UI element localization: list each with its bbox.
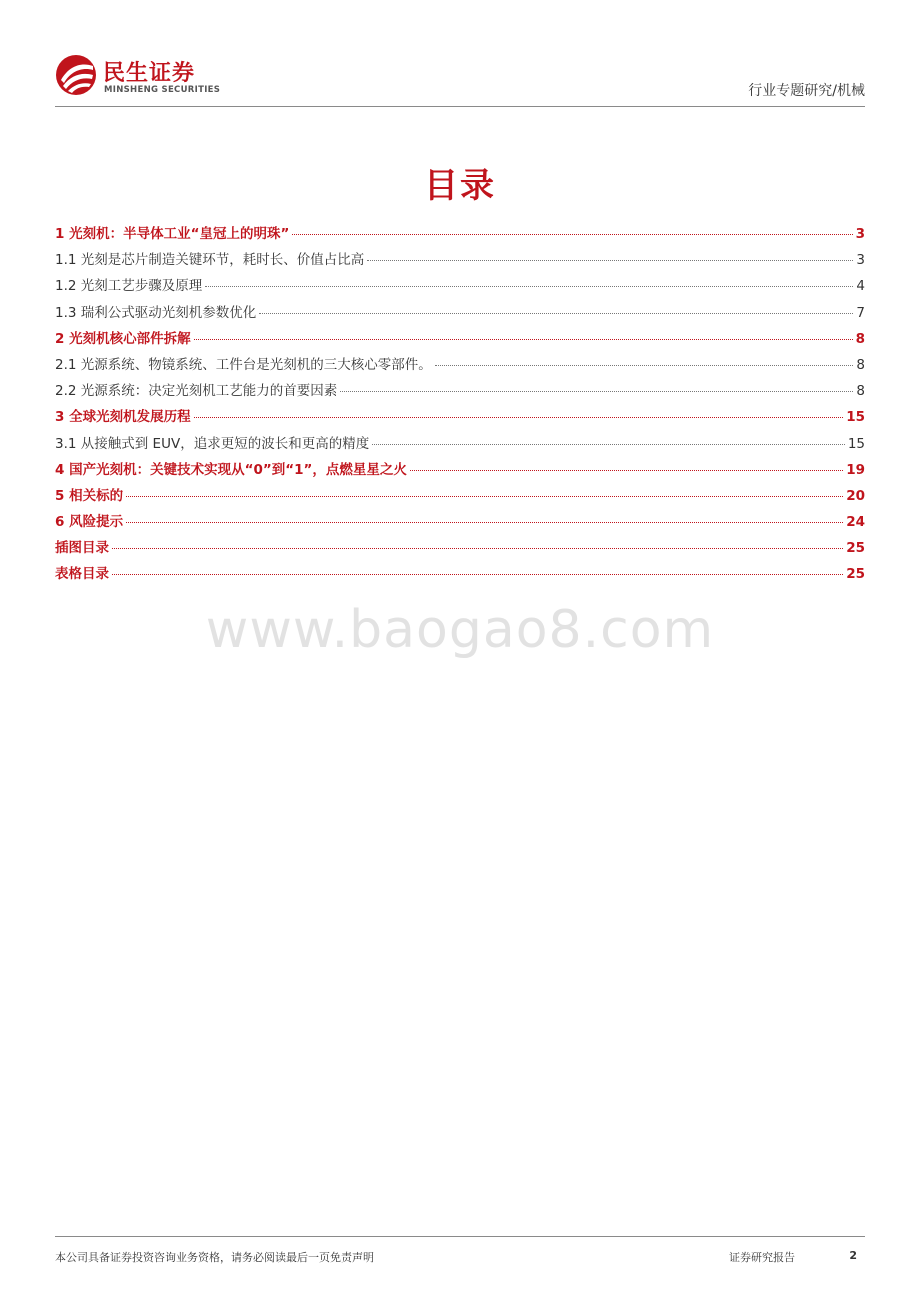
toc-entry-page: 25	[846, 566, 865, 583]
toc-entry-label: 1.3 瑞利公式驱动光刻机参数优化	[55, 304, 257, 321]
toc-entry-label: 1.1 光刻是芯片制造关键环节，耗时长、价值占比高	[55, 252, 365, 269]
logo-chinese-name: 民生证券	[103, 61, 196, 86]
toc-entry[interactable]	[55, 432, 865, 458]
page-number: 2	[849, 1249, 857, 1262]
watermark: www.baogao8.com	[205, 600, 715, 660]
toc-entry-page: 20	[846, 487, 865, 504]
toc-entry[interactable]	[55, 562, 865, 588]
toc-entry-page: 15	[847, 435, 865, 452]
toc-dot-leader	[292, 234, 852, 235]
footer-disclaimer: 本公司具备证券投资咨询业务资格，请务必阅读最后一页免责声明	[55, 1251, 374, 1264]
toc-entry[interactable]	[55, 484, 865, 510]
toc-entry-label: 2.1 光源系统、物镜系统、工件台是光刻机的三大核心零部件。	[55, 356, 432, 373]
toc-entry-page: 3	[856, 252, 865, 269]
toc-entry[interactable]	[55, 222, 865, 248]
toc-dot-leader	[194, 339, 853, 340]
footer-report-type: 证券研究报告	[729, 1251, 795, 1264]
toc-entry-page: 8	[856, 356, 865, 373]
toc-entry-label: 2.2 光源系统：决定光刻机工艺能力的首要因素	[55, 383, 338, 400]
toc-dot-leader	[112, 574, 843, 575]
toc-dot-leader	[126, 522, 843, 523]
toc-entry[interactable]	[55, 510, 865, 536]
page-footer	[55, 1236, 865, 1264]
toc-entry-page: 19	[846, 461, 865, 478]
toc-dot-leader	[340, 391, 853, 392]
toc-entry-label: 4 国产光刻机：关键技术实现从“0”到“1”，点燃星星之火	[55, 461, 407, 478]
toc-entry-label: 2 光刻机核心部件拆解	[55, 330, 191, 347]
toc-dot-leader	[194, 417, 844, 418]
toc-dot-leader	[367, 260, 853, 261]
toc-entry[interactable]	[55, 274, 865, 300]
toc-dot-leader	[435, 365, 854, 366]
toc-entry-label: 插图目录	[55, 540, 109, 557]
toc-dot-leader	[410, 470, 843, 471]
toc-dot-leader	[112, 548, 843, 549]
toc-entry-label: 5 相关标的	[55, 487, 124, 504]
toc-entry-label: 6 风险提示	[55, 514, 124, 531]
toc-entry[interactable]	[55, 536, 865, 562]
toc-title: 目录	[424, 166, 496, 206]
toc-entry[interactable]	[55, 327, 865, 353]
toc-dot-leader	[205, 286, 853, 287]
company-logo	[55, 54, 225, 98]
logo-english-name: MINSHENG SECURITIES	[104, 85, 221, 95]
table-of-contents	[55, 222, 865, 589]
toc-entry-page: 4	[856, 278, 865, 295]
toc-entry-page: 3	[855, 226, 865, 242]
toc-entry-page: 8	[855, 330, 865, 347]
toc-entry[interactable]	[55, 405, 865, 431]
report-category: 行业专题研究/机械	[748, 83, 865, 99]
toc-dot-leader	[126, 496, 843, 497]
toc-entry-page: 7	[856, 304, 865, 321]
toc-entry-page: 15	[846, 409, 865, 426]
minsheng-logo-icon	[55, 54, 97, 96]
toc-entry[interactable]	[55, 458, 865, 484]
toc-entry-label: 3 全球光刻机发展历程	[55, 409, 191, 426]
toc-entry-label: 表格目录	[55, 566, 109, 583]
toc-entry[interactable]	[55, 301, 865, 327]
page-header	[55, 48, 865, 107]
toc-entry-label: 1 光刻机：半导体工业“皇冠上的明珠”	[55, 226, 290, 242]
toc-entry-page: 8	[856, 383, 865, 400]
toc-entry[interactable]	[55, 379, 865, 405]
toc-entry-label: 1.2 光刻工艺步骤及原理	[55, 278, 203, 295]
toc-entry-page: 25	[846, 540, 865, 557]
toc-entry[interactable]	[55, 353, 865, 379]
toc-dot-leader	[259, 313, 853, 314]
toc-entry-page: 24	[846, 514, 865, 531]
toc-entry-label: 3.1 从接触式到 EUV，追求更短的波长和更高的精度	[55, 435, 370, 452]
toc-dot-leader	[372, 444, 845, 445]
toc-entry[interactable]	[55, 248, 865, 274]
